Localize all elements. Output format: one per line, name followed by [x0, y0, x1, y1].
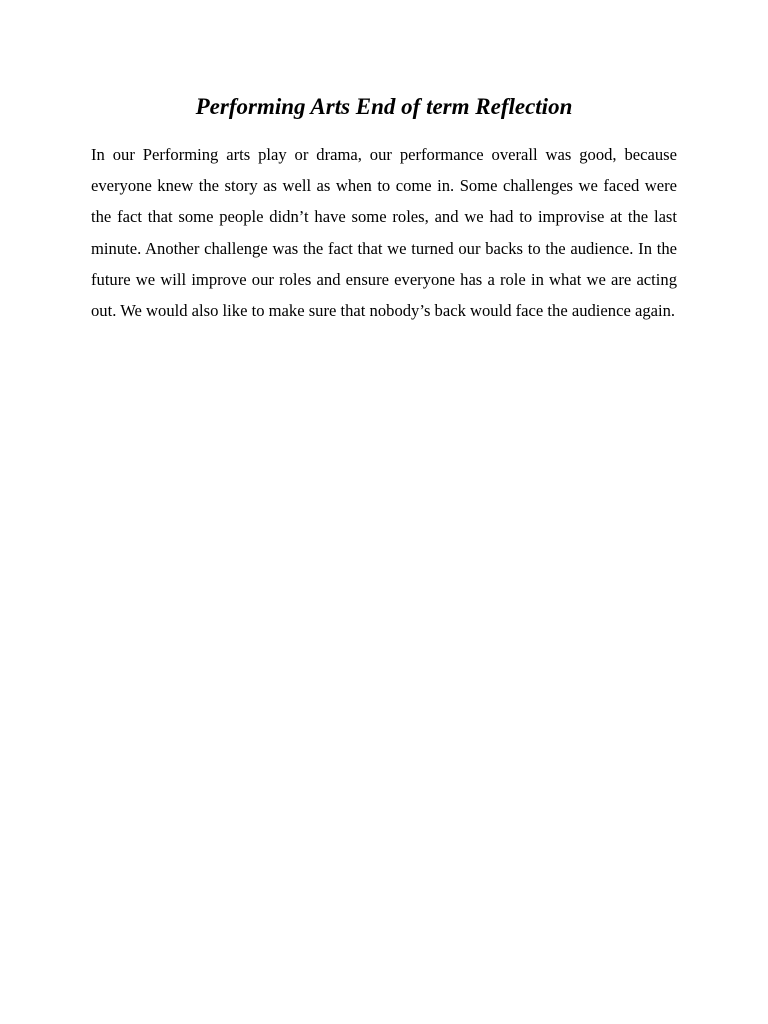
document-title: Performing Arts End of term Reflection	[195, 94, 573, 119]
document-body-paragraph: In our Performing arts play or drama, our performance overall was good, because everyone knew the story as well as when to come in. Some challenges we faced were the fact that some people didn’t have some roles, and we had to improvise at the last minute. Another challenge was the fact that we turned our backs to the audience. In the future we will improve our roles and ensure everyone has a role in what we are acting out. We would also like to make sure that nobody’s back would face the audience again.	[91, 145, 677, 321]
